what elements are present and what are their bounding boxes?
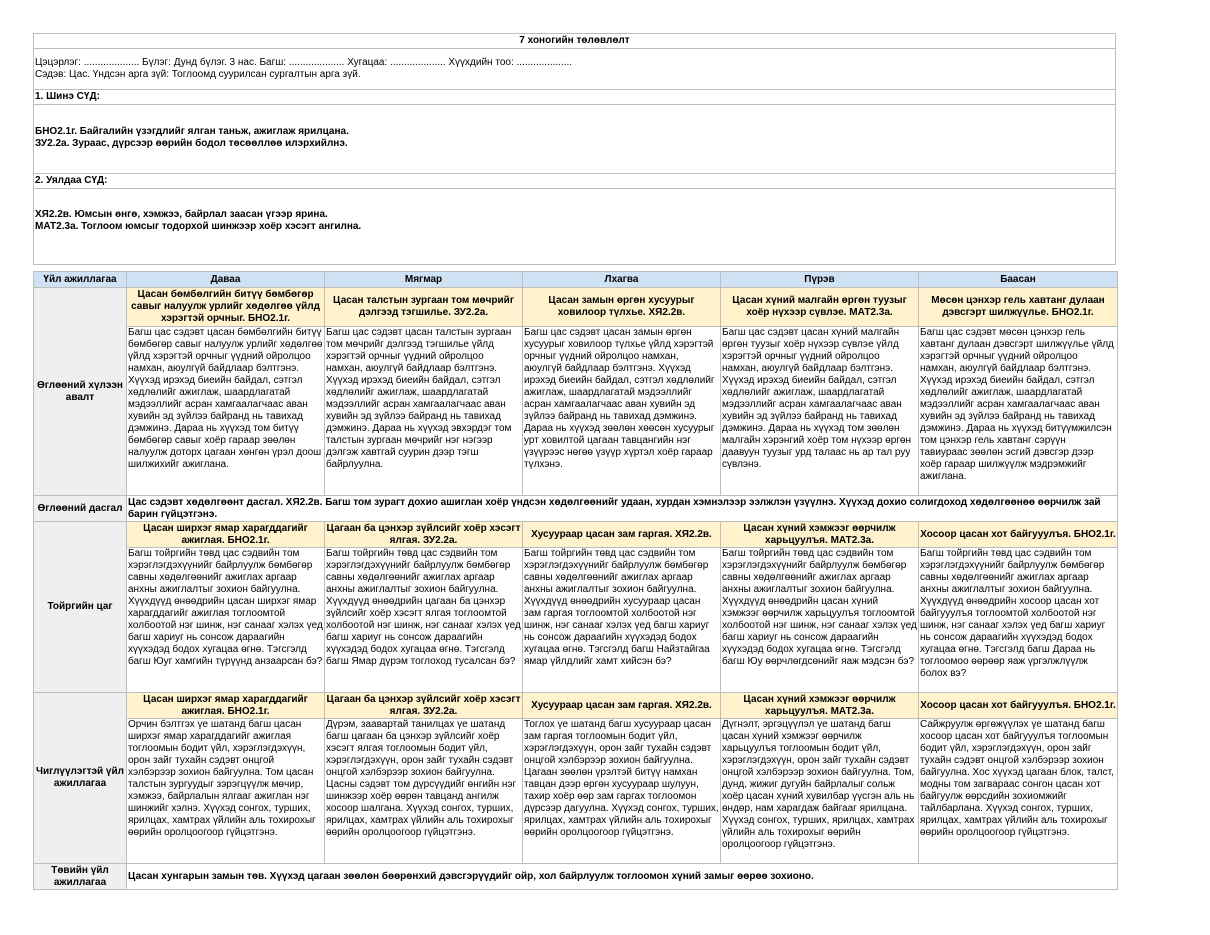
- table-row: [34, 522, 1118, 548]
- row-label-guided-activity: Чиглүүлэгтэй үйл ажиллагаа: [34, 693, 127, 864]
- activity-title: Хусуураар цасан зам гаргая. ХЯ2.2в.: [523, 522, 721, 548]
- row-label-exercise: Өглөөний дасгал: [34, 496, 127, 522]
- activity-description: [919, 719, 1118, 864]
- exercise-description: Цас сэдэвт хөдөлгөөнт дасгал. ХЯ2.2в. Багш том зурагт дохио ашиглан хоёр үндсэн хөдөлгөөнийг удаан, хурдан хэмнэлээр ээлжлэн үзүүлнэ. Хүүхэд дохио солигдоход хөдөлгөөнөө өөрчилж зай барин гүйцэтгэнэ.: [127, 496, 1118, 522]
- info-line-2: Сэдэв: Цас. Үндсэн арга зүй: Тоглоомд суурилсан сургалтын арга зүй.: [35, 69, 361, 80]
- activity-text: Багш тойргийн төвд цас сэдвийн том хэрэглэгдэхүүнийг байрлуулж бөмбөгөр савны хөдөлгөөнийг ажиглах аргаар анхны ажиглалтыг зохион байгуулна. Хүүхдүүд өнөөдрийн цасан хүний хэмжээг өөрчилж харьцуулъя тоглоомтой холбоотой нэг шинж, нэг санааг хэлэх үед багш хариуг нь сонсож дараагийн хүүхэдэд бодох хугацаа өгнө. Тэгсгэлд багш Юу өөрчлөгдсөнийг яаж мэдсэн бэ?: [722, 548, 917, 667]
- activity-description: [325, 548, 523, 693]
- activity-text: Багш цас сэдэвт цасан бөмбөлгийн битүү бөмбөгөр савыг налуулж урлийг хөдөлгөө үйлд хэрэгтэй орчныг үүдний ойролцоо намхан, аюулгүй байдлаар бэлтгэнэ. Хүүхэд ирэхэд биеийн байдал, сэтгэл хөдлөлийг ажиглаж, шаардлагатай мэдээллийг асран хамгаалагчаас аван хувийн эд зүйлээ байранд нь тавихад дэмжинэ. Дараа нь хүүхэд том битүү бөмбөгөр савыг хоёр гараар зөөлөн налуулж доторх цагаан хөнгөн үрэл доош шилжихийг ажиглана.: [128, 327, 323, 470]
- activity-title: Цасан ширхэг ямар харагддагийг ажиглая. БНО2.1г.: [127, 693, 325, 719]
- activity-description: [127, 548, 325, 693]
- activity-text: Багш тойргийн төвд цас сэдвийн том хэрэглэгдэхүүнийг байрлуулж бөмбөгөр савны хөдөлгөөнийг ажиглах аргаар анхны ажиглалтыг зохион байгуулна. Хүүхдүүд өнөөдрийн хусуураар цасан зам гаргая тоглоомтой холбоотой нэг шинж, нэг санааг хэлэх үед багш хариуг нь сонсож дараагийн хүүхэдэд бодох хугацаа өгнө. Тэгсгэлд багш Найзтайгаа ямар үйлдлийг хамт хийсэн бэ?: [524, 548, 710, 667]
- activity-text: Багш тойргийн төвд цас сэдвийн том хэрэглэгдэхүүнийг байрлуулж бөмбөгөр савны хөдөлгөөнийг ажиглах аргаар анхны ажиглалтыг зохион байгуулна. Хүүхдүүд өнөөдрийн цагаан ба цэнхэр зүйлсийг хоёр хэсэгт ялгая тоглоомтой холбоотой нэг шинж, нэг санааг хэлэх үед багш хариуг нь сонсож дараагийн хүүхэдэд бодох хугацаа өгнө. Тэгсгэлд багш Ямар дүрэм тоглоход тусалсан бэ?: [326, 548, 521, 667]
- activity-description: [523, 719, 721, 864]
- activity-description: [721, 719, 919, 864]
- row-label-morning: Өглөөний хүлээн авалт: [34, 288, 127, 496]
- activity-text: Багш тойргийн төвд цас сэдвийн том хэрэглэгдэхүүнийг байрлуулж бөмбөгөр савны хөдөлгөөнийг ажиглах аргаар анхны ажиглалтыг зохион байгуулна. Хүүхдүүд өнөөдрийн цасан ширхэг ямар харагддагийг ажиглая тоглоомтой холбоотой нэг шинж, нэг санааг хэлэх үед багш хариуг нь сонсож дараагийн хүүхэдэд бодох хугацаа өгнө. Тэгсгэлд багш Юуг хамгийн түрүүнд анзаарсан бэ?: [128, 548, 323, 667]
- weekly-plan-table: [33, 271, 1118, 890]
- activity-title: Хосоор цасан хот байгууулъя. БНО2.1г.: [919, 693, 1118, 719]
- table-row: [34, 719, 1118, 864]
- activity-title: Хосоор цасан хот байгууулъя. БНО2.1г.: [919, 522, 1118, 548]
- column-header-day: Баасан: [919, 272, 1118, 288]
- info-block: [34, 49, 1115, 90]
- continuing-goal-2: МАТ2.3а. Тоглоом юмсыг тодорхой шинжээр хоёр хэсэгт ангилна.: [35, 221, 362, 232]
- activity-text: Багш тойргийн төвд цас сэдвийн том хэрэглэгдэхүүнийг байрлуулж бөмбөгөр савны хөдөлгөөнийг ажиглах аргаар анхны ажиглалтыг зохион байгуулна. Хүүхдүүд өнөөдрийн хосоор цасан хот байгууулъя тоглоомтой холбоотой нэг шинж, нэг санааг хэлэх үед багш хариуг нь сонсож дараагийн хүүхэдэд бодох хугацаа өгнө. Тэгсгэлд багш Дараа нь тоглоомоо өөрөөр яаж үргэлжлүүлж болох вэ?: [920, 548, 1106, 679]
- activity-title: Цасан замын өргөн хусуурыг ховилоор түлхье. ХЯ2.2в.: [523, 288, 721, 327]
- activity-description: [919, 327, 1118, 496]
- table-row: [34, 548, 1118, 693]
- row-label-circle-time: Тойргийн цаг: [34, 522, 127, 693]
- center-activity-description: Цасан хунгарын замын төв. Хүүхэд цагаан зөөлөн бөөрөнхий дэвсгэрүүдийг ойр, хол байрлуулж тоглоомон хүний замыг өөрөө зохионо.: [127, 864, 1118, 890]
- activity-text: Сайжруулж өргөжүүлэх үе шатанд багш хосоор цасан хот байгууулъя тоглоомын бодит үйл, хэрэглэгдэхүүн, орон зайг тухайн сэдэвт онцгой хэлбэрээр зохион байгуулна. Хос хүүхэд цагаан блок, талст, модны том загвараас сонгон цасан хот байгуулж өөрсдийн зохиомжийг тайлбарлана. Хүүхэд сонгох, турших, ярилцах, хамтрах үйлийн аль тохирохыг өөрийн оролцоогоор гүйцэтгэнэ.: [920, 719, 1114, 838]
- activity-description: [325, 719, 523, 864]
- new-goals-block: [34, 105, 1115, 174]
- activity-title: Мөсөн цэнхэр гель хавтанг дулаан дэвсгэрт шилжүүлье. БНО2.1г.: [919, 288, 1118, 327]
- new-goal-2: ЗУ2.2а. Зураас, дүрсээр өөрийн бодол төсөөллөө илэрхийлнэ.: [35, 138, 348, 149]
- table-row: [34, 327, 1118, 496]
- table-row: [34, 288, 1118, 327]
- activity-title: Цагаан ба цэнхэр зүйлсийг хоёр хэсэгт ялгая. ЗУ2.2а.: [325, 522, 523, 548]
- column-header-day: Даваа: [127, 272, 325, 288]
- activity-text: Дүрэм, заавартай танилцах үе шатанд багш цагаан ба цэнхэр зүйлсийг хоёр хэсэгт ялгая тоглоомын бодит үйл, хэрэглэгдэхүүн, орон зайг тухайн сэдэвт онцгой хэлбэрээр зохион байгуулна. Цасны сэдэвт том дүрсүүдийг өнгийн нэг шинжээр хоёр өөрөн тавцанд ангилж хосоор шалгана. Хүүхэд сонгох, турших, ярилцах, хамтрах үйлийн аль тохирохыг өөрийн оролцоогоор гүйцэтгэнэ.: [326, 719, 517, 838]
- activity-title: Цасан хүний малгайн өргөн туузыг хоёр нүхээр сүвлэе. МАТ2.3а.: [721, 288, 919, 327]
- activity-title: Цасан хүний хэмжээг өөрчилж харьцуулъя. МАТ2.3а.: [721, 693, 919, 719]
- activity-text: Орчин бэлтгэх үе шатанд багш цасан ширхэг ямар харагддагийг ажиглая тоглоомын бодит үйл, хэрэглэгдэхүүн, орон зайг тухайн сэдэвт онцгой хэлбэрээр зохион байгуулна. Том цасан талстын зургуудыг зэрэгцүүлж мөчир, хэмжээ, байрлалын ялгааг ажиглан нэг шинжийг хэлнэ. Хүүхэд сонгох, турших, ярилцах, хамтрах үйлийн аль тохирохыг өөрийн оролцоогоор гүйцэтгэнэ.: [128, 719, 316, 838]
- column-header-activity: Үйл ажиллагаа: [34, 272, 127, 288]
- continuing-goals-block: [34, 189, 1115, 264]
- activity-title: Цасан талстын зургаан том мөчрийг дэлгээд тэгшилье. ЗУ2.2а.: [325, 288, 523, 327]
- activity-description: [325, 327, 523, 496]
- activity-text: Тоглох үе шатанд багш хусуураар цасан зам гаргая тоглоомын бодит үйл, хэрэглэгдэхүүн, орон зайг тухайн сэдэвт онцгой хэлбэрээр зохион байгуулна. Цагаан зөөлөн үрэлтэй битүү намхан тавцан дээр өргөн хусуураар шулуун, тахир хоёр өөр зам гаргах тоглоомон дүрсээр дагуулна. Хүүхэд сонгох, турших, ярилцах, хамтрах үйлийн аль тохирохыг өөрийн оролцоогоор гүйцэтгэнэ.: [524, 719, 719, 838]
- info-line-1: Цэцэрлэг: .................... Бүлэг: Дунд бүлэг. 3 нас. Багш: .................... Хугацаа: .................... Хүүхдийн тоо: ....................: [35, 57, 573, 68]
- activity-title: Цагаан ба цэнхэр зүйлсийг хоёр хэсэгт ялгая. ЗУ2.2а.: [325, 693, 523, 719]
- continuing-goal-1: ХЯ2.2в. Юмсын өнгө, хэмжээ, байрлал заасан үгээр ярина.: [35, 209, 328, 220]
- activity-text: Багш цас сэдэвт цасан хүний малгайн өргөн туузыг хоёр нүхээр сүвлэе үйлд хэрэгтэй орчныг үүдний ойролцоо намхан, аюулгүй байдлаар бэлтгэнэ. Хүүхэд ирэхэд биеийн байдал, сэтгэл хөдлөлийг ажиглаж, шаардлагатай мэдээллийг асран хамгаалагчаас аван хувийн эд зүйлээ байранд нь тавихад дэмжинэ. Дараа нь хүүхэд том зөөлөн малгайн хэрэнгий хоёр том нүхээр өргөн даавуун туузыг урд талаас нь ар тал руу сүвлэнэ.: [722, 327, 911, 470]
- continuing-goals-heading: 2. Уялдаа СҮД:: [34, 174, 1115, 189]
- table-row: [34, 864, 1118, 890]
- activity-title: Цасан бөмбөлгийн битүү бөмбөгөр савыг налуулж урлийг хөдөлгөө үйлд хэрэгтэй орчныг. БНО2.1г.: [127, 288, 325, 327]
- row-label-center-activity: Төвийн үйл ажиллагаа: [34, 864, 127, 890]
- new-goals-heading: 1. Шинэ СҮД:: [34, 90, 1115, 105]
- activity-description: [523, 548, 721, 693]
- activity-text: Багш цас сэдэвт цасан талстын зургаан том мөчрийг дэлгээд тэгшилье үйлд хэрэгтэй орчныг үүдний ойролцоо намхан, аюулгүй байдлаар бэлтгэнэ. Хүүхэд ирэхэд биеийн байдал, сэтгэл хөдлөлийг ажиглаж, шаардлагатай мэдээллийг асран хамгаалагчаас аван хувийн эд зүйлээ байранд нь тавихад дэмжинэ. Дараа нь хүүхэд эвхэрдэг том талстын зургаан мөчрийг нэг нэгээр дэлгэж хавтгай суурин дээр тэгш байрлуулна.: [326, 327, 512, 470]
- activity-description: [721, 548, 919, 693]
- column-header-day: Пүрэв: [721, 272, 919, 288]
- activity-title: Хусуураар цасан зам гаргая. ХЯ2.2в.: [523, 693, 721, 719]
- column-header-day: Мягмар: [325, 272, 523, 288]
- activity-description: [721, 327, 919, 496]
- column-header-day: Лхагва: [523, 272, 721, 288]
- activity-description: [127, 719, 325, 864]
- new-goal-1: БНО2.1г. Байгалийн үзэгдлийг ялган таньж, ажиглаж ярилцана.: [35, 126, 349, 137]
- activity-title: Цасан хүний хэмжээг өөрчилж харьцуулъя. МАТ2.3а.: [721, 522, 919, 548]
- activity-description: [919, 548, 1118, 693]
- table-row: [34, 496, 1118, 522]
- activity-description: [127, 327, 325, 496]
- activity-text: Багш цас сэдэвт цасан замын өргөн хусуурыг ховилоор түлхье үйлд хэрэгтэй орчныг үүдний ойролцоо намхан, аюулгүй байдлаар бэлтгэнэ. Хүүхэд ирэхэд биеийн байдал, сэтгэл хөдлөлийг ажиглаж, шаардлагатай мэдээллийг асран хамгаалагчаас аван хувийн эд зүйлээ байранд нь тавихад дэмжинэ. Дараа нь хүүхэд зөөлөн хөөсөн хусуурыг урт ховилтой цагаан тавцангийн нэг үзүүрээс нөгөө үзүүр хүртэл хоёр гараар түлхэнэ.: [524, 327, 715, 470]
- activity-text: Багш цас сэдэвт мөсөн цэнхэр гель хавтанг дулаан дэвсгэрт шилжүүлье үйлд хэрэгтэй орчныг үүдний ойролцоо намхан, аюулгүй байдлаар бэлтгэнэ. Хүүхэд ирэхэд биеийн байдал, сэтгэл хөдлөлийг ажиглаж, шаардлагатай мэдээллийг асран хамгаалагчаас аван хувийн эд зүйлээ байранд нь тавихад дэмжинэ. Дараа нь хүүхэд битүүмжилсэн том цэнхэр гель хавтанг сэрүүн тавиураас зөөлөн эсгий дэвсгэр дээр хоёр гараар шилжүүлж мэдрэмжийг ажиглана.: [920, 327, 1114, 482]
- table-header-row: [34, 272, 1118, 288]
- activity-title: Цасан ширхэг ямар харагддагийг ажиглая. БНО2.1г.: [127, 522, 325, 548]
- table-row: [34, 693, 1118, 719]
- page-title: 7 хоногийн төлөвлөлт: [34, 34, 1115, 49]
- activity-description: [523, 327, 721, 496]
- activity-text: Дүгнэлт, эргэцүүлэл үе шатанд багш цасан хүний хэмжээг өөрчилж харьцуулъя тоглоомын бодит үйл, хэрэглэгдэхүүн, орон зайг тухайн сэдэвт онцгой хэлбэрээр зохион байгуулна. Том, дунд, жижиг дугуйн байрлалыг сольж хоёр цасан хүний хувилбар үүсгэн аль нь өндөр, нам харагдаж байгааг ярилцана. Хүүхэд сонгох, турших, ярилцах, хамтрах үйлийн аль тохирохыг өөрийн оролцоогоор гүйцэтгэнэ.: [722, 719, 915, 850]
- plan-header: [33, 33, 1116, 265]
